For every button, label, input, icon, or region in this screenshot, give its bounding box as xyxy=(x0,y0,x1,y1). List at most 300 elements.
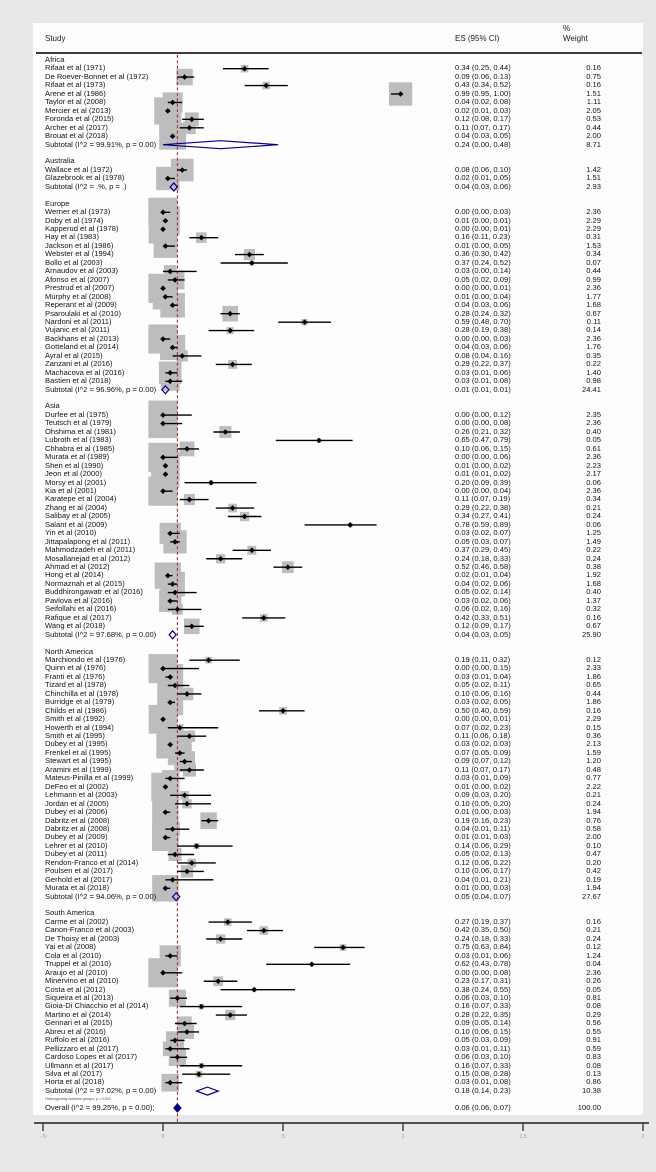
x-axis-tick-label: 1 xyxy=(401,1134,405,1140)
es-ci-value: 0.04 (0.02, 0.06) xyxy=(455,578,511,588)
study-label: Frenkel et al (1995) xyxy=(45,747,111,757)
weight-value: 0.05 xyxy=(586,984,601,994)
heterogeneity-note: Heterogeneity between groups: p = 0.000 xyxy=(45,1096,111,1102)
study-label: Dubey et al (2006) xyxy=(45,807,108,817)
study-label: Buddhirongawatr et al (2016) xyxy=(45,587,143,597)
x-axis-tick-label: 2 xyxy=(641,1134,645,1140)
weight-value: 0.06 xyxy=(586,519,601,529)
weight-value: 0.44 xyxy=(586,688,601,698)
weight-value: 0.65 xyxy=(586,680,601,690)
study-label: Quinn et al (1976) xyxy=(45,663,106,673)
weight-value: 0.55 xyxy=(586,1026,601,1036)
es-ci-value: 0.42 (0.33, 0.51) xyxy=(455,612,511,622)
es-ci-value: 0.01 (0.00, 0.05) xyxy=(455,240,511,250)
es-ci-value: 0.07 (0.02, 0.23) xyxy=(455,722,511,732)
es-ci-value: 0.08 (0.06, 0.10) xyxy=(455,164,511,174)
es-ci-value: 0.03 (0.01, 0.06) xyxy=(455,950,511,960)
study-label: Truppel et al (2010) xyxy=(45,959,111,969)
weight-value: 1.92 xyxy=(586,570,601,580)
weight-value: 1.51 xyxy=(586,173,601,183)
weight-value: 2.17 xyxy=(586,469,601,479)
weight-value: 0.58 xyxy=(586,823,601,833)
es-ci-value: 0.26 (0.21, 0.32) xyxy=(455,426,511,436)
study-label: Silva et al (2017) xyxy=(45,1069,102,1078)
subtotal-weight-value: 2.93 xyxy=(586,181,601,191)
study-label: Cola et al (2010) xyxy=(45,950,102,960)
es-ci-value: 0.01 (0.01, 0.02) xyxy=(455,469,511,479)
es-ci-value: 0.04 (0.03, 0.05) xyxy=(455,131,511,141)
study-label: DeFeo et al (2002) xyxy=(45,781,109,791)
study-label: Cardoso Lopes et al (2017) xyxy=(45,1052,138,1062)
weight-value: 2.22 xyxy=(586,781,601,791)
study-label: Werner et al (1973) xyxy=(45,207,111,217)
weight-value: 1.86 xyxy=(586,697,601,707)
es-ci-value: 0.29 (0.22, 0.38) xyxy=(455,502,511,512)
es-ci-value: 0.38 (0.24, 0.55) xyxy=(455,984,511,994)
weight-value: 2.13 xyxy=(586,739,601,749)
study-label: Wang et al (2018) xyxy=(45,621,106,631)
es-ci-value: 0.00 (0.00, 0.06) xyxy=(455,452,511,462)
weight-value: 2.36 xyxy=(586,967,601,977)
weight-value: 0.12 xyxy=(586,654,601,664)
es-ci-value: 0.00 (0.00, 0.01) xyxy=(455,714,511,724)
study-label: Yin et al (2010) xyxy=(45,528,97,538)
weight-value: 0.91 xyxy=(586,1035,601,1045)
study-label: Psaroulaki et al (2010) xyxy=(45,308,121,318)
subtotal-label: Subtotal (I^2 = 97.68%, p = 0.00) xyxy=(45,629,157,639)
study-label: Webster et al (1994) xyxy=(45,249,114,259)
study-label: Mahmodzadeh et al (2011) xyxy=(45,545,136,555)
weight-value: 2.00 xyxy=(586,131,601,141)
es-ci-value: 0.05 (0.02, 0.14) xyxy=(455,587,511,597)
es-ci-value: 0.14 (0.06, 0.29) xyxy=(455,840,511,850)
es-ci-value: 0.28 (0.24, 0.32) xyxy=(455,308,511,318)
study-label: Lehrer et al (2010) xyxy=(45,840,108,850)
es-ci-value: 0.00 (0.00, 0.01) xyxy=(455,283,511,293)
es-ci-value: 0.09 (0.05, 0.14) xyxy=(455,1018,511,1028)
es-ci-value: 0.29 (0.22, 0.37) xyxy=(455,359,511,369)
study-label: Canon-Franco et al (2003) xyxy=(45,925,135,935)
es-ci-value: 0.34 (0.25, 0.44) xyxy=(455,63,511,73)
es-ci-value: 0.19 (0.11, 0.32) xyxy=(455,654,511,664)
study-label: Taylor et al (2008) xyxy=(45,97,106,107)
es-ci-value: 0.10 (0.06, 0.15) xyxy=(455,443,511,453)
es-ci-value: 0.03 (0.01, 0.08) xyxy=(455,376,511,386)
weight-value: 0.05 xyxy=(586,435,601,445)
study-label: Zanzani et al (2016) xyxy=(45,359,113,369)
es-ci-value: 0.12 (0.06, 0.22) xyxy=(455,857,511,867)
es-ci-value: 0.01 (0.00, 0.02) xyxy=(455,460,511,470)
es-ci-value: 0.78 (0.59, 0.89) xyxy=(455,519,511,529)
es-ci-value: 0.01 (0.01, 0.03) xyxy=(455,832,511,842)
weight-value: 0.59 xyxy=(586,1043,601,1053)
overall-weight-value: 100.00 xyxy=(577,1102,601,1112)
weight-value: 1.68 xyxy=(586,300,601,310)
weight-value: 0.20 xyxy=(586,857,601,867)
es-ci-value: 0.05 (0.02, 0.11) xyxy=(455,680,511,690)
weight-value: 0.83 xyxy=(586,1052,601,1062)
x-axis-tick-label: .5 xyxy=(280,1134,286,1140)
study-label: Stewart et al (1995) xyxy=(45,756,112,766)
es-ci-value: 0.12 (0.09, 0.17) xyxy=(455,621,511,631)
es-ci-value: 0.04 (0.02, 0.08) xyxy=(455,97,511,107)
study-label: Morsy et al (2001) xyxy=(45,477,107,487)
subtotal-label: Subtotal (I^2 = 96.96%, p = 0.00) xyxy=(45,384,157,394)
study-label: Reperant et al (2009) xyxy=(45,300,117,310)
study-label: Mercier et al (2013) xyxy=(45,105,111,115)
weight-value: 1.51 xyxy=(586,88,601,98)
subtotal-label: Subtotal (I^2 = 94.06%, p = 0.00) xyxy=(45,891,157,901)
es-ci-value: 0.02 (0.01, 0.05) xyxy=(455,173,511,183)
x-axis-tick-label: 0 xyxy=(161,1134,165,1140)
es-ci-value: 0.05 (0.03, 0.07) xyxy=(455,536,511,546)
es-ci-value: 0.03 (0.01, 0.08) xyxy=(455,1077,511,1087)
weight-value: 0.21 xyxy=(586,502,601,512)
weight-value: 0.21 xyxy=(586,790,601,800)
subtotal-label: Subtotal (I^2 = 99.91%, p = 0.00) xyxy=(45,139,157,149)
es-ci-value: 0.11 (0.07, 0.19) xyxy=(455,494,511,504)
weight-value: 0.44 xyxy=(586,122,601,132)
weight-value: 0.53 xyxy=(586,114,601,124)
es-ci-value: 0.28 (0.19, 0.38) xyxy=(455,325,511,335)
es-ci-value: 0.75 (0.63, 0.84) xyxy=(455,942,511,952)
es-ci-value: 0.20 (0.09, 0.39) xyxy=(455,477,511,487)
weight-value: 1.59 xyxy=(586,747,601,757)
es-ci-value: 0.34 (0.27, 0.41) xyxy=(455,511,511,521)
weight-value: 1.94 xyxy=(586,807,601,817)
es-ci-value: 0.00 (0.00, 0.15) xyxy=(455,663,511,673)
study-label: Backhans et al (2013) xyxy=(45,333,119,343)
study-label: Burridge et al (1979) xyxy=(45,697,115,707)
es-ci-value: 0.52 (0.46, 0.58) xyxy=(455,562,511,571)
weight-value: 0.31 xyxy=(586,232,601,242)
study-label: Poulsen et al (2017) xyxy=(45,866,113,876)
es-ci-value: 0.02 (0.01, 0.03) xyxy=(455,105,511,115)
weight-value: 0.81 xyxy=(586,992,601,1002)
es-ci-value: 0.05 (0.02, 0.13) xyxy=(455,849,511,859)
weight-value: 0.10 xyxy=(586,840,601,850)
weight-value: 0.21 xyxy=(586,925,601,935)
study-label: Kapperud et al (1978) xyxy=(45,224,119,233)
group-label: South America xyxy=(45,908,95,918)
study-label: Shen et al (1990) xyxy=(45,460,104,470)
weight-value: 1.24 xyxy=(586,950,601,960)
study-label: Gerhold et al (2017) xyxy=(45,874,113,884)
weight-value: 0.24 xyxy=(586,798,601,808)
es-ci-value: 0.37 (0.29, 0.45) xyxy=(455,545,511,555)
es-ci-value: 0.16 (0.11, 0.23) xyxy=(455,232,511,242)
weight-value: 1.49 xyxy=(586,536,601,546)
es-ci-value: 0.01 (0.00, 0.04) xyxy=(455,291,511,301)
weight-value: 0.24 xyxy=(586,933,601,943)
study-label: Wallace et al (1972) xyxy=(45,164,113,174)
es-ci-value: 0.43 (0.34, 0.52) xyxy=(455,80,511,90)
es-ci-value: 0.00 (0.00, 0.03) xyxy=(455,333,511,343)
es-ci-value: 0.10 (0.05, 0.20) xyxy=(455,798,511,808)
study-label: Dabritz et al (2008) xyxy=(45,823,110,833)
subtotal-es-value: 0.24 (0.00, 0.48) xyxy=(455,139,511,149)
study-label: Smith et al (1992) xyxy=(45,714,105,724)
weight-value: 0.16 xyxy=(586,916,601,926)
es-ci-value: 0.24 (0.18, 0.33) xyxy=(455,933,511,943)
es-ci-value: 0.12 (0.08, 0.17) xyxy=(455,114,511,124)
study-label: Zhang et al (2004) xyxy=(45,502,108,512)
weight-value: 0.34 xyxy=(586,494,601,504)
weight-value: 0.16 xyxy=(586,612,601,622)
es-ci-value: 0.11 (0.06, 0.18) xyxy=(455,731,511,740)
weight-value: 0.13 xyxy=(586,1069,601,1078)
study-label: Mateus-Pinilla et al (1999) xyxy=(45,773,134,783)
study-label: Bastien et al (2018) xyxy=(45,376,111,386)
weight-value: 0.06 xyxy=(586,477,601,487)
study-label: Smith et al (1995) xyxy=(45,731,105,740)
subtotal-weight-value: 8.71 xyxy=(586,139,601,149)
study-label: Murata et al (1989) xyxy=(45,452,110,462)
weight-value: 0.56 xyxy=(586,1018,601,1028)
es-ci-value: 0.03 (0.01, 0.06) xyxy=(455,367,511,377)
study-label: Chhabra et al (1985) xyxy=(45,443,115,453)
study-label: Ruffolo et al (2016) xyxy=(45,1035,110,1045)
es-ci-value: 0.10 (0.06, 0.16) xyxy=(455,688,511,698)
weight-value: 0.07 xyxy=(586,257,601,267)
study-label: Normaznah et al (2015) xyxy=(45,578,125,588)
weight-value: 0.26 xyxy=(586,976,601,986)
group-label: Africa xyxy=(45,55,65,64)
es-ci-value: 0.00 (0.00, 0.01) xyxy=(455,224,511,233)
es-ci-value: 0.11 (0.07, 0.17) xyxy=(455,122,511,132)
es-ci-value: 0.09 (0.06, 0.13) xyxy=(455,71,511,81)
study-label: Teutsch et al (1979) xyxy=(45,418,112,428)
group-label: North America xyxy=(45,646,94,656)
es-ci-value: 0.01 (0.00, 0.03) xyxy=(455,807,511,817)
es-ci-value: 0.03 (0.02, 0.06) xyxy=(455,595,511,605)
es-ci-value: 0.00 (0.00, 0.08) xyxy=(455,418,511,428)
weight-value: 0.86 xyxy=(586,1077,601,1087)
weight-value: 0.76 xyxy=(586,815,601,825)
es-ci-value: 0.04 (0.01, 0.11) xyxy=(455,823,511,833)
study-label: Gioia-Di Chiacchio et al (2014) xyxy=(45,1001,149,1011)
weight-value: 2.36 xyxy=(586,452,601,462)
es-ci-value: 0.99 (0.95, 1.00) xyxy=(455,88,511,98)
es-ci-value: 0.09 (0.03, 0.20) xyxy=(455,790,511,800)
study-label: Mosallanejad et al (2012) xyxy=(45,553,131,563)
study-label: Murata et al (2018) xyxy=(45,883,110,893)
study-label: Yai et al (2008) xyxy=(45,942,96,952)
es-ci-value: 0.04 (0.03, 0.06) xyxy=(455,342,511,352)
column-header-es: ES (95% CI) xyxy=(455,34,500,43)
study-label: Murphy et al (2008) xyxy=(45,291,111,301)
study-label: Tizard et al (1978) xyxy=(45,680,107,690)
weight-value: 2.36 xyxy=(586,333,601,343)
weight-value: 2.29 xyxy=(586,215,601,225)
weight-value: 2.29 xyxy=(586,224,601,233)
subtotal-es-value: 0.05 (0.04, 0.07) xyxy=(455,891,511,901)
study-label: Marchiondo et al (1976) xyxy=(45,654,126,664)
study-label: Siqueira et al (2013) xyxy=(45,992,114,1002)
study-label: Franti et al (1976) xyxy=(45,671,105,681)
study-label: Arnaudov et al (2003) xyxy=(45,266,119,276)
weight-value: 0.14 xyxy=(586,325,601,335)
study-label: Kia et al (2001) xyxy=(45,485,97,495)
weight-value: 1.76 xyxy=(586,342,601,352)
study-label: Afonso et al (2007) xyxy=(45,274,110,284)
subtotal-diamond xyxy=(169,631,176,639)
weight-value: 0.44 xyxy=(586,266,601,276)
study-label: Rafique et al (2017) xyxy=(45,612,112,622)
weight-value: 2.00 xyxy=(586,832,601,842)
study-label: Aramini et al (1999) xyxy=(45,764,112,774)
weight-value: 2.23 xyxy=(586,460,601,470)
weight-value: 2.05 xyxy=(586,105,601,115)
weight-value: 0.75 xyxy=(586,71,601,81)
subtotal-es-value: 0.18 (0.14, 0.23) xyxy=(455,1085,511,1095)
es-ci-value: 0.16 (0.07, 0.33) xyxy=(455,1001,511,1011)
es-ci-value: 0.06 (0.03, 0.10) xyxy=(455,1052,511,1062)
study-label: De Thoisy et al (2003) xyxy=(45,933,120,943)
study-label: Dabritz et al (2008) xyxy=(45,815,110,825)
study-label: Dubey et al (2011) xyxy=(45,849,107,859)
study-label: Lehmann et al (2003) xyxy=(45,790,118,800)
weight-value: 2.33 xyxy=(586,663,601,673)
weight-value: 1.42 xyxy=(586,164,601,174)
es-ci-value: 0.03 (0.01, 0.04) xyxy=(455,671,511,681)
weight-value: 0.16 xyxy=(586,63,601,73)
study-label: Brouat et al (2018) xyxy=(45,131,108,141)
weight-value: 0.99 xyxy=(586,274,601,284)
column-header-weight: Weight xyxy=(563,34,588,43)
weight-value: 0.19 xyxy=(586,874,601,884)
study-label: Horta et al (2018) xyxy=(45,1077,105,1087)
weight-value: 0.24 xyxy=(586,553,601,563)
es-ci-value: 0.09 (0.07, 0.12) xyxy=(455,756,511,766)
subtotal-weight-value: 25.90 xyxy=(581,629,601,639)
es-ci-value: 0.65 (0.47, 0.79) xyxy=(455,435,511,445)
weight-value: 0.40 xyxy=(586,426,601,436)
study-label: Jordan et al (2005) xyxy=(45,798,109,808)
study-label: Jackson et al (1986) xyxy=(45,240,114,250)
study-label: Ohshima et al (1981) xyxy=(45,426,116,436)
weight-value: 1.53 xyxy=(586,240,601,250)
study-label: Glazebrook et al (1978) xyxy=(45,173,125,183)
study-label: Salant et al (2009) xyxy=(45,519,108,529)
subtotal-weight-value: 24.41 xyxy=(581,384,601,394)
es-ci-value: 0.59 (0.48, 0.70) xyxy=(455,316,511,326)
study-label: Archer et al (2017) xyxy=(45,122,108,132)
es-ci-value: 0.27 (0.19, 0.37) xyxy=(455,916,511,926)
study-label: Chinchilla et al (1978) xyxy=(45,688,119,698)
overall-label: Overall (I^2 = 99.25%, p = 0.00); xyxy=(45,1102,155,1112)
study-label: De Roever-Bonnet et al (1972) xyxy=(45,71,149,81)
es-ci-value: 0.06 (0.03, 0.10) xyxy=(455,992,511,1002)
weight-value: 0.38 xyxy=(586,562,601,571)
study-label: Ayral et al (2015) xyxy=(45,350,103,360)
group-label: Australia xyxy=(45,156,75,166)
effect-marker xyxy=(309,962,315,968)
study-label: Ullmann et al (2017) xyxy=(45,1060,114,1070)
column-header-percent: % xyxy=(563,24,571,33)
study-label: Ahmad et al (2012) xyxy=(45,562,110,571)
es-ci-value: 0.03 (0.01, 0.09) xyxy=(455,773,511,783)
study-label: Rendon-Franco et al (2014) xyxy=(45,857,139,867)
weight-value: 1.11 xyxy=(586,97,601,107)
weight-value: 0.67 xyxy=(586,621,601,631)
study-label: Karatepe et al (2004) xyxy=(45,494,117,504)
es-ci-value: 0.42 (0.35, 0.50) xyxy=(455,925,511,935)
study-label: Nardoni et al (2011) xyxy=(45,316,112,326)
es-ci-value: 0.08 (0.04, 0.16) xyxy=(455,350,511,360)
weight-value: 0.61 xyxy=(586,443,601,453)
es-ci-value: 0.01 (0.00, 0.02) xyxy=(455,781,511,791)
es-ci-value: 0.03 (0.00, 0.14) xyxy=(455,266,511,276)
weight-value: 0.12 xyxy=(586,942,601,952)
weight-value: 1.40 xyxy=(586,367,601,377)
study-label: Gotteland et al (2014) xyxy=(45,342,119,352)
es-ci-value: 0.00 (0.00, 0.12) xyxy=(455,409,511,419)
es-ci-value: 0.01 (0.00, 0.03) xyxy=(455,883,511,893)
study-label: Bollo et al (2003) xyxy=(45,257,103,267)
weight-value: 0.15 xyxy=(586,722,601,732)
x-axis-tick-label: 1.5 xyxy=(519,1134,527,1140)
subtotal-label: Subtotal (I^2 = .%, p = .) xyxy=(45,181,127,191)
weight-value: 0.77 xyxy=(586,773,601,783)
es-ci-value: 0.19 (0.16, 0.23) xyxy=(455,815,511,825)
weight-value: 1.77 xyxy=(586,291,601,301)
es-ci-value: 0.02 (0.01, 0.04) xyxy=(455,570,511,580)
es-ci-value: 0.10 (0.06, 0.15) xyxy=(455,1026,511,1036)
es-ci-value: 0.62 (0.43, 0.78) xyxy=(455,959,511,969)
es-ci-value: 0.24 (0.18, 0.33) xyxy=(455,553,511,563)
study-label: Dubey et al (2009) xyxy=(45,832,108,842)
study-label: Jittapalapong et al (2011) xyxy=(45,536,131,546)
es-ci-value: 0.03 (0.02, 0.07) xyxy=(455,528,511,538)
es-ci-value: 0.15 (0.08, 0.28) xyxy=(455,1069,511,1078)
weight-value: 0.24 xyxy=(586,511,601,521)
study-label: Foronda et al (2015) xyxy=(45,114,114,124)
es-ci-value: 0.04 (0.01, 0.21) xyxy=(455,874,511,884)
weight-value: 0.16 xyxy=(586,705,601,715)
weight-value: 2.36 xyxy=(586,207,601,217)
study-label: Doby et al (1974) xyxy=(45,215,104,225)
weight-value: 2.36 xyxy=(586,418,601,428)
study-label: Rifaat et al (1971) xyxy=(45,63,106,73)
weight-value: 0.08 xyxy=(586,1060,601,1070)
weight-value: 1.37 xyxy=(586,595,601,605)
study-label: Gennari et al (2015) xyxy=(45,1018,113,1028)
study-label: Costa et al (2012) xyxy=(45,984,106,994)
weight-value: 1.25 xyxy=(586,528,601,538)
weight-value: 1.20 xyxy=(586,756,601,766)
subtotal-weight-value: 27.67 xyxy=(581,891,601,901)
weight-value: 0.22 xyxy=(586,545,601,555)
es-ci-value: 0.04 (0.03, 0.06) xyxy=(455,300,511,310)
study-label: Pavlova et al (2016) xyxy=(45,595,113,605)
weight-value: 0.42 xyxy=(586,866,601,876)
weight-value: 0.48 xyxy=(586,764,601,774)
weight-value: 0.11 xyxy=(586,316,601,326)
weight-value: 0.36 xyxy=(586,731,601,740)
es-ci-value: 0.11 (0.07, 0.17) xyxy=(455,764,511,774)
es-ci-value: 0.01 (0.00, 0.01) xyxy=(455,215,511,225)
study-label: Hong et al (2014) xyxy=(45,570,104,580)
weight-value: 0.22 xyxy=(586,359,601,369)
group-label: Asia xyxy=(45,401,60,411)
study-label: Dubey et al (1995) xyxy=(45,739,108,749)
x-axis-tick-label: -.5 xyxy=(40,1134,46,1140)
weight-value: 0.40 xyxy=(586,587,601,597)
weight-value: 0.32 xyxy=(586,604,601,614)
study-label: Prestrud et al (2007) xyxy=(45,283,115,293)
study-label: Childs et al (1986) xyxy=(45,705,107,715)
